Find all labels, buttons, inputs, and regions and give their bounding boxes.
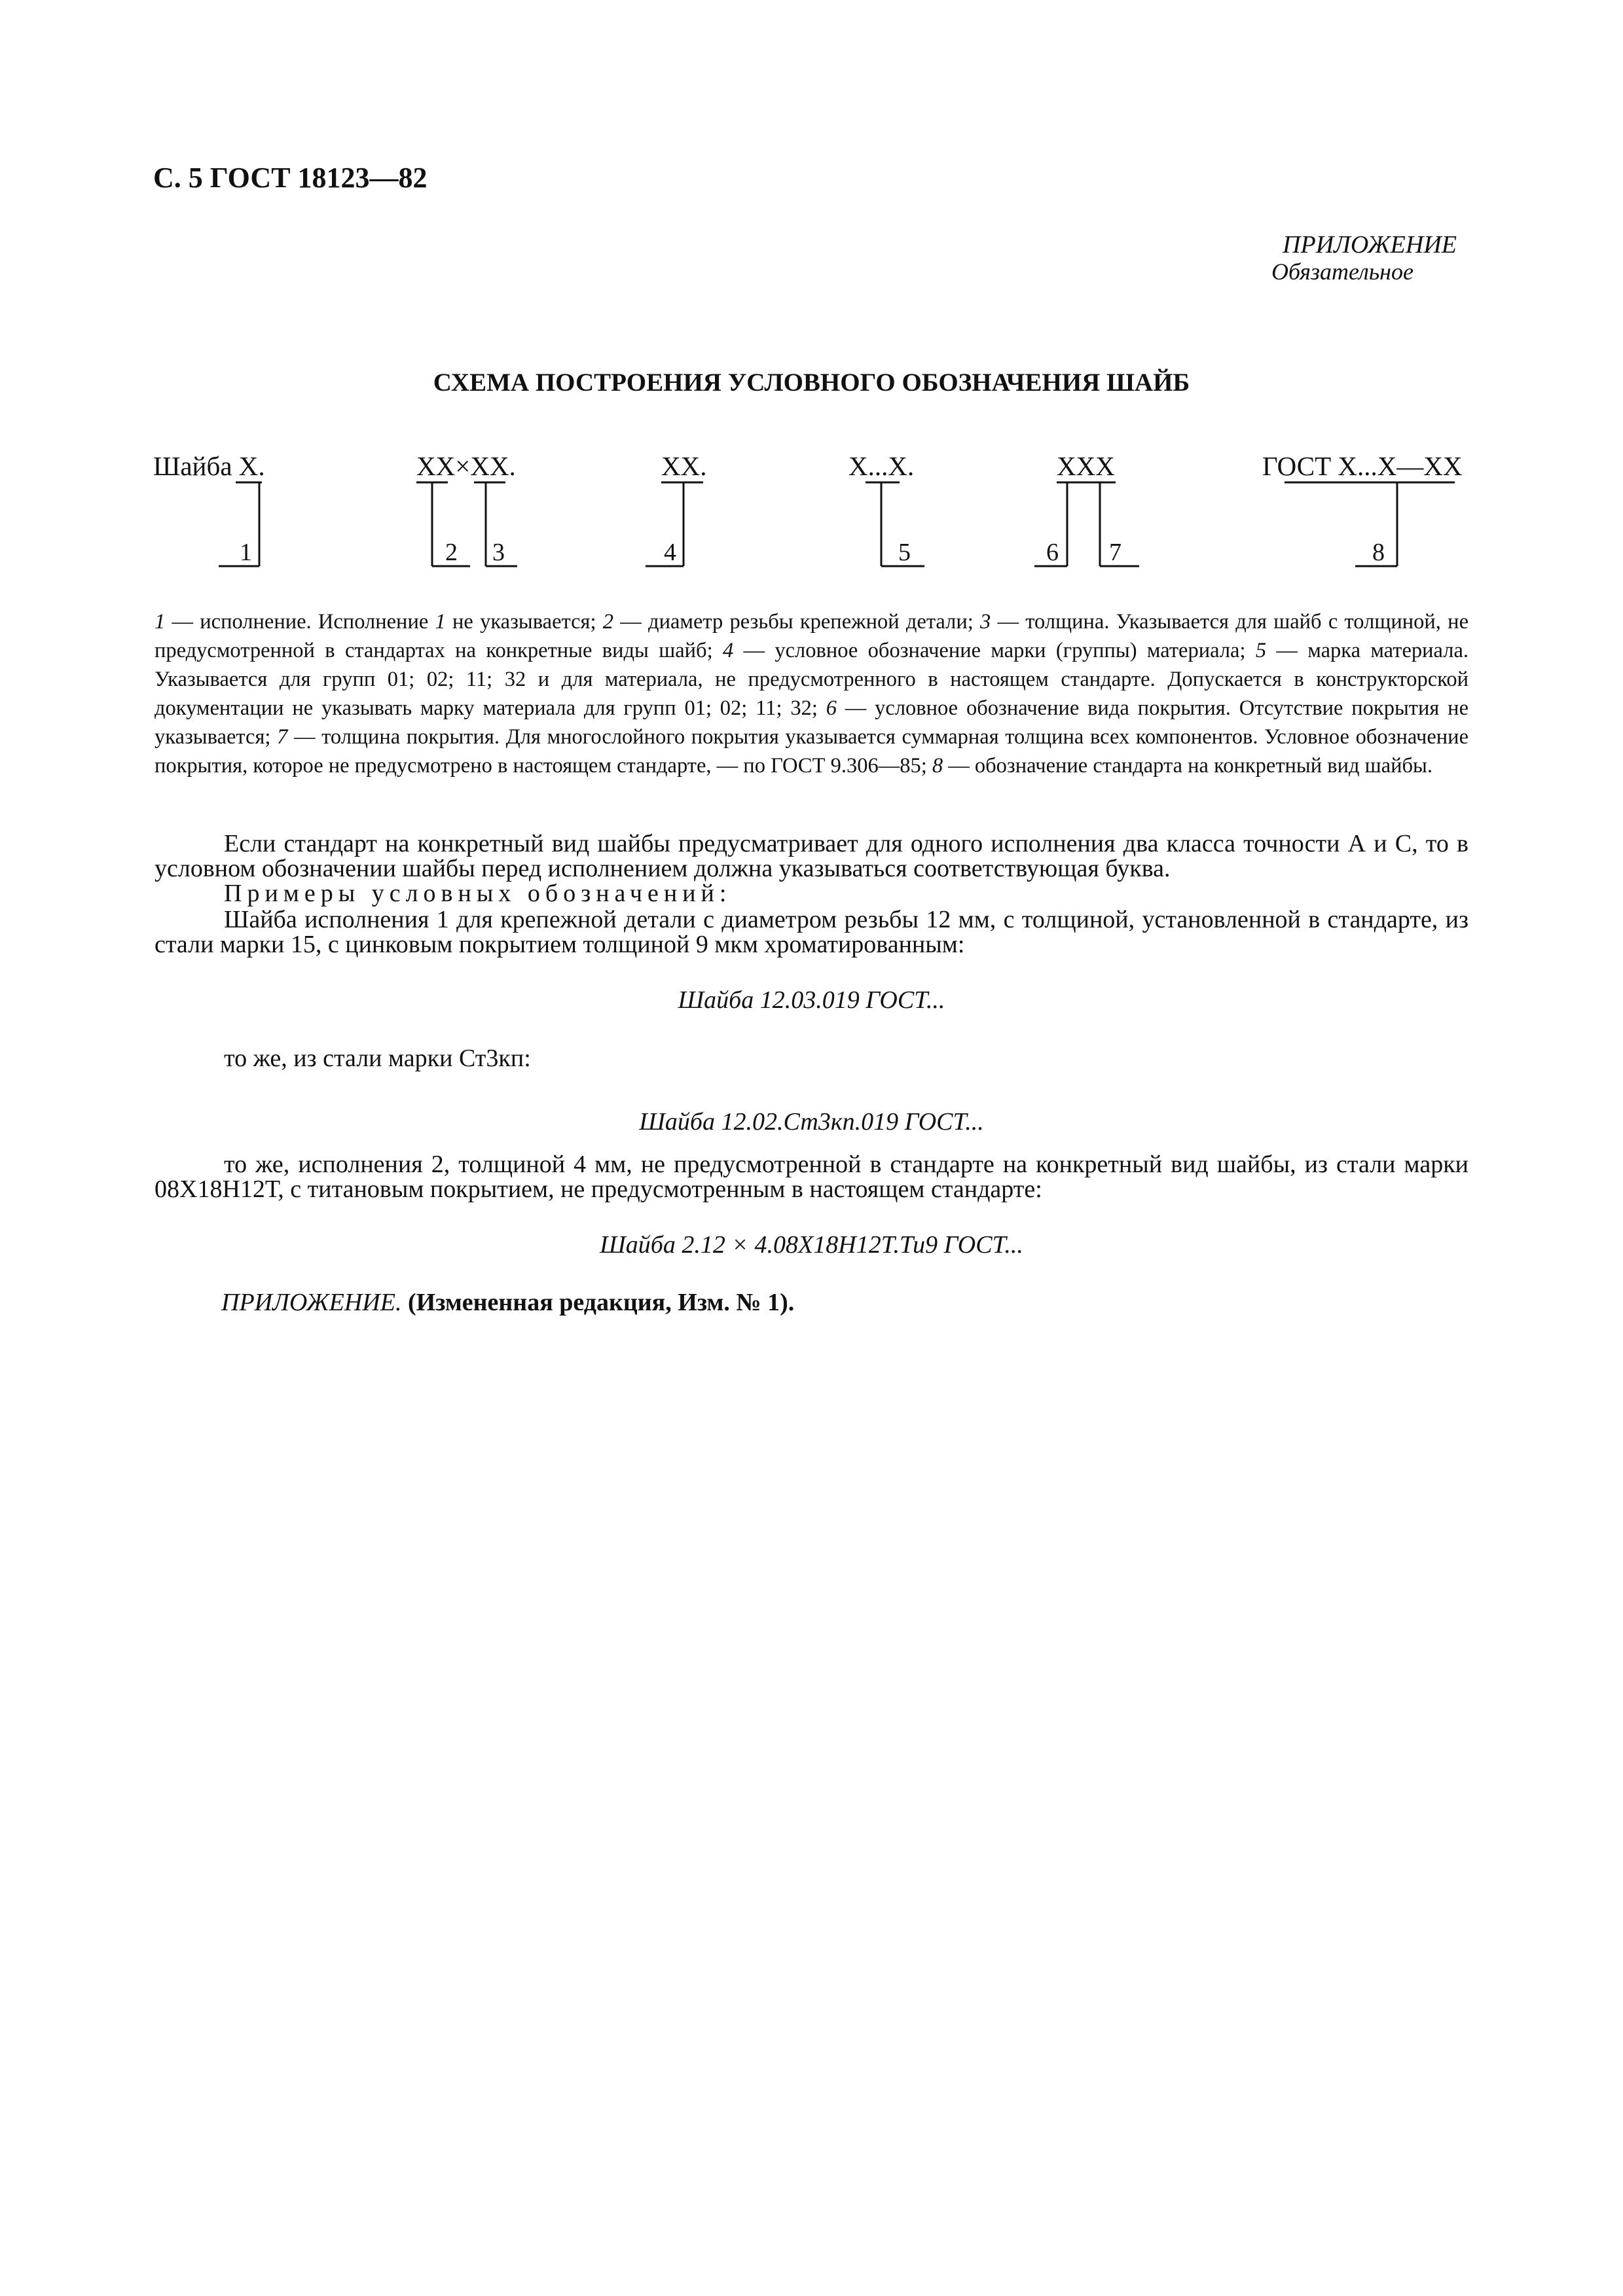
page-header: С. 5 ГОСТ 18123—82 [153,162,428,194]
example-2-designation: Шайба 12.02.Ст3кп.019 ГОСТ... [639,1108,984,1136]
legend-text: — обозначение стандарта на конкретный вид шайбы. [943,754,1433,778]
appendix-status: Обязательное [1271,259,1413,285]
revision-note [221,1288,794,1317]
legend-ref-3: 3 [980,610,991,634]
legend-ref-2: 2 [602,610,614,634]
legend-text: — толщина покрытия. Для многослойного покрытия указывается суммарная толщина всех компонентов. Условное обозначение покрытия, которое не предусмотрено в настоящем стандарте, — по ГОСТ 9.306—85; [155,725,1468,778]
legend-ref-5: 5 [1255,639,1267,662]
legend-text: — условное обозначение марки (группы) материала; [733,639,1256,662]
examples-heading: Примеры условных обозначений: [224,880,732,907]
example-2-description: то же, из стали марки Ст3кп: [224,1045,531,1072]
legend-text: — исполнение. Исполнение [165,610,435,634]
scheme-leader-lines [0,0,1623,589]
scheme-number-2: 2 [445,539,458,566]
example-1-description: Шайба исполнения 1 для крепежной детали с диаметром резьбы 12 мм, с толщиной, установленной в стандарте, из стали марки 15, с цинковым покрытием толщиной 9 мкм хроматированным: [155,906,1468,958]
scheme-number-4: 4 [664,539,676,566]
scheme-number-8: 8 [1372,539,1385,566]
appendix-title: ПРИЛОЖЕНИЕ [1283,231,1457,259]
example-1-designation: Шайба 12.03.019 ГОСТ... [678,986,945,1014]
legend-ref-1: 1 [435,610,446,634]
scheme-title: СХЕМА ПОСТРОЕНИЯ УСЛОВНОГО ОБОЗНАЧЕНИЯ ШАЙБ [433,368,1190,397]
legend-ref-4: 4 [722,639,734,662]
legend-ref-6: 6 [826,696,837,720]
scheme-number-6: 6 [1046,539,1059,566]
example-3-designation: Шайба 2.12 × 4.08Х18Н12Т.Ти9 ГОСТ... [600,1231,1023,1259]
scheme-number-1: 1 [240,539,252,566]
legend-text: — толщина. Указывается для шайб с толщиной, не предусмотренной в стандартах на конкретные виды шайб; [155,610,1468,662]
scheme-legend [155,607,1468,780]
scheme-label-group: ХХ. [661,451,707,481]
revision-note-text: (Измененная редакция, Изм. № 1). [407,1289,795,1316]
example-3-description: то же, исполнения 2, толщиной 4 мм, не предусмотренной в стандарте на конкретный вид шайбы, из стали марки 08Х18Н12Т, с титановым покрытием, не предусмотренным в настоящем стандарте: [155,1151,1468,1203]
scheme-number-7: 7 [1109,539,1122,566]
legend-text: — условное обозначение вида покрытия. Отсутствие покрытия не указывается; [155,696,1468,749]
legend-text: — марка материала. Указывается для групп 01; 02; 11; 32 и для материала, не предусмотренного в настоящем стандарте. Допускается в конструкторской документации не указывать марку материала для групп 01; 02; 11; 32; [155,639,1469,720]
legend-text: не указывается; [445,610,603,634]
scheme-number-5: 5 [898,539,911,566]
legend-text: — диаметр резьбы крепежной детали; [613,610,981,634]
legend-ref-1: 1 [155,610,166,634]
scheme-label-washer: Шайба Х. [153,451,265,481]
scheme-label-standard: ГОСТ Х...Х—ХХ [1262,451,1463,481]
scheme-label-size: ХХ×ХХ. [416,451,516,481]
paragraph-accuracy-class: Если стандарт на конкретный вид шайбы предусматривает для одного исполнения два класса точности А и С, то в условном обозначении шайбы перед исполнением должна указываться соответствующая буква. [155,830,1468,882]
scheme-label-material: Х...Х. [848,451,915,481]
revision-note-label: ПРИЛОЖЕНИЕ. [221,1289,402,1316]
scheme-label-coating: ХХХ [1057,451,1115,481]
scheme-number-3: 3 [492,539,505,566]
legend-ref-8: 8 [932,754,943,778]
legend-ref-7: 7 [277,725,288,749]
